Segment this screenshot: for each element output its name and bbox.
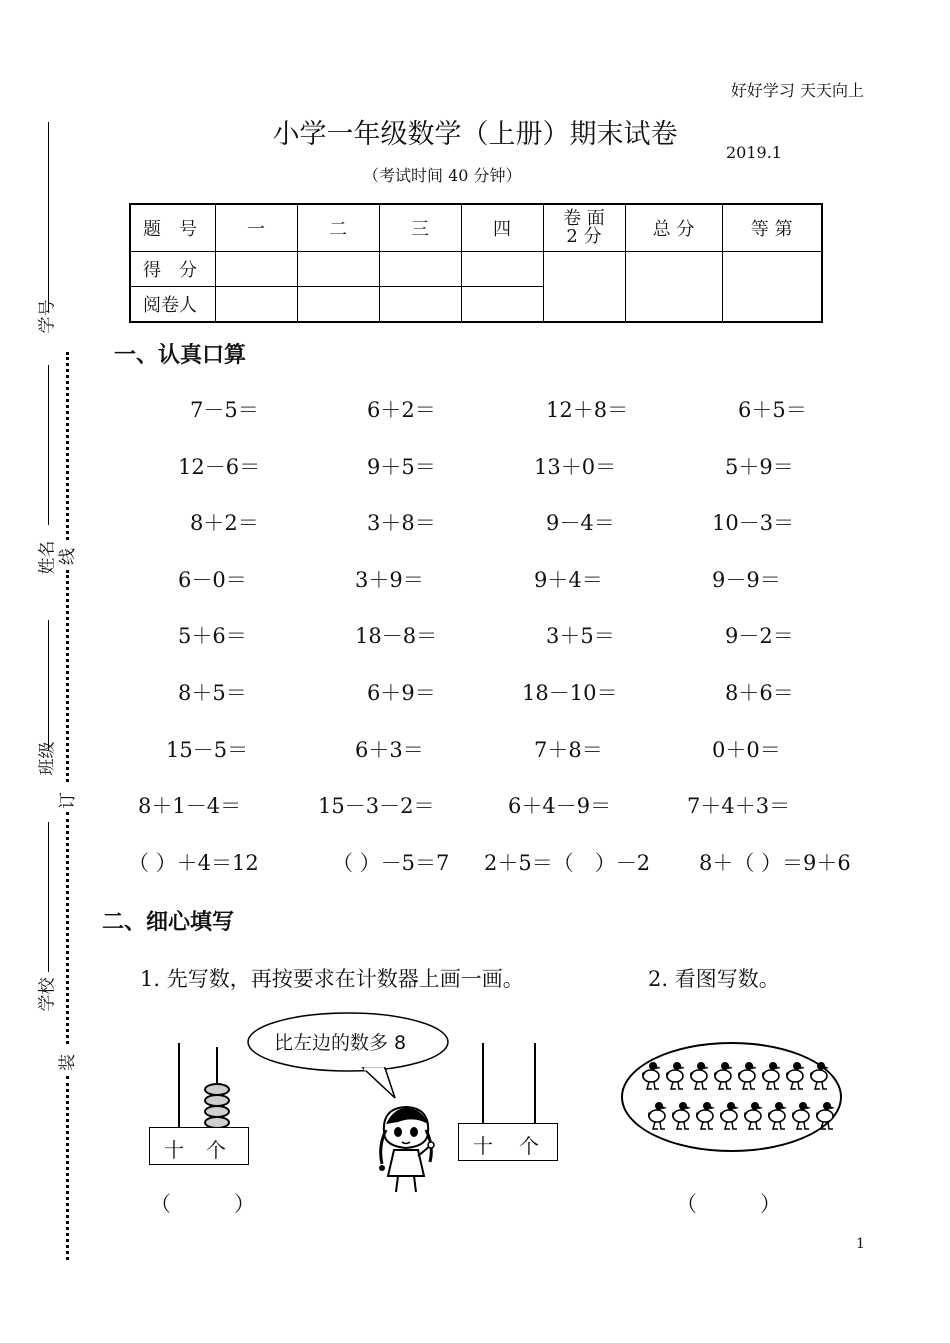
score-header-cell: 三: [379, 204, 461, 252]
duck-icon: [769, 1102, 787, 1129]
section-heading-fill-in: 二、细心填写: [102, 909, 235, 935]
field-label-name: 姓名: [37, 540, 58, 575]
math-problem: 9－4＝: [546, 511, 615, 536]
score-cell[interactable]: [379, 287, 461, 323]
score-row-label: 阅卷人: [130, 287, 215, 323]
score-header-cell: 二: [297, 204, 379, 252]
score-cell[interactable]: [625, 252, 722, 323]
math-problem: 7＋8＝: [534, 737, 603, 762]
question-1-text: 1. 先写数，再按要求在计数器上画一画。: [140, 967, 524, 991]
section-heading-mental-math: 一、认真口算: [114, 342, 247, 368]
ducks-picture: [623, 1044, 840, 1150]
duck-icon: [745, 1102, 763, 1129]
score-header-cell: 总 分: [625, 204, 722, 252]
header-motto: 好好学习 天天向上: [730, 81, 864, 100]
math-problem: 6＋3＝: [355, 737, 424, 762]
math-problem: （ ）－5＝7: [332, 850, 450, 875]
page-title: 小学一年级数学（上册）期末试卷: [272, 119, 678, 150]
math-problem: 6＋9＝: [367, 681, 436, 705]
math-problem: 6＋2＝: [367, 398, 436, 422]
math-problem: 5＋9＝: [725, 454, 794, 479]
duck-icon: [667, 1062, 685, 1089]
math-problem: 8＋6＝: [725, 681, 794, 705]
class-line: [48, 620, 49, 750]
math-problem: 3＋9＝: [355, 567, 424, 592]
duck-icon: [763, 1062, 781, 1089]
exam-date: 2019.1: [726, 143, 782, 162]
score-table-row: [130, 252, 822, 287]
math-problem: 6＋5＝: [738, 398, 807, 422]
duck-icon: [691, 1062, 709, 1089]
student-id-line: [48, 122, 49, 312]
math-problem: 12＋8＝: [546, 398, 629, 422]
math-problem: 2＋5＝（ ）－2: [484, 850, 651, 875]
math-problem: 8＋2＝: [190, 511, 259, 536]
score-header-cell: 题 号: [130, 204, 215, 252]
math-problem: 3＋8＝: [367, 511, 436, 536]
duck-oval: [621, 1042, 842, 1152]
speech-bubble-text: 比左边的数多 8: [274, 1032, 407, 1054]
score-cell[interactable]: [297, 252, 379, 287]
answer-blank-counter-1[interactable]: （ ）: [150, 1192, 255, 1216]
math-problem: 7＋4＋3＝: [687, 794, 791, 819]
score-cell[interactable]: [215, 287, 297, 323]
math-problem: 6＋4－9＝: [508, 794, 612, 819]
dotted-cut-line: [66, 812, 69, 1044]
math-problem: 10－3＝: [712, 511, 795, 536]
score-header-cell: 卷 面 2 分: [543, 204, 625, 252]
counter-label-ones: 个: [206, 1138, 226, 1162]
dotted-cut-line: [66, 1076, 69, 1260]
score-cell[interactable]: [379, 252, 461, 287]
math-problem: 8＋5＝: [178, 681, 247, 705]
school-line: [48, 822, 49, 972]
math-problem: 9－2＝: [725, 624, 794, 649]
score-table: [129, 203, 823, 323]
counter-rod-tens: [178, 1043, 180, 1129]
score-header-cell: 等 第: [722, 204, 822, 252]
duck-icon: [715, 1062, 733, 1089]
math-problem: 15－3－2＝: [318, 794, 435, 819]
math-problem: 9＋4＝: [534, 567, 603, 592]
math-problem: 9－9＝: [712, 567, 781, 592]
counter-base: [149, 1127, 249, 1165]
math-problem: 12－6＝: [178, 454, 261, 479]
duck-icon: [787, 1062, 805, 1089]
math-problem: 6－0＝: [178, 567, 247, 592]
counter-label-tens: 十: [164, 1138, 184, 1162]
counter-rod-tens: [482, 1043, 484, 1125]
math-problem: 8＋（ ）＝9＋6: [699, 850, 851, 875]
duck-icon: [721, 1102, 739, 1129]
score-cell[interactable]: [461, 252, 543, 287]
score-cell[interactable]: [722, 252, 822, 323]
speech-bubble: [245, 1010, 460, 1100]
score-cell[interactable]: [461, 287, 543, 323]
counter-base: [458, 1123, 558, 1161]
math-problem: 13＋0＝: [534, 454, 617, 479]
score-table-header-row: [130, 204, 822, 252]
dotted-cut-line: [66, 352, 69, 540]
field-label-class: 班级: [37, 741, 58, 776]
score-header-cell: 四: [461, 204, 543, 252]
duck-icon: [649, 1102, 667, 1129]
cut-mark-zhuang: 装: [58, 1054, 78, 1071]
page-number: 1: [856, 1236, 865, 1252]
field-label-school: 学校: [37, 977, 58, 1012]
counter-label-ones: 个: [519, 1134, 539, 1158]
exam-duration: （考试时间 40 分钟）: [363, 166, 522, 185]
duck-icon: [817, 1102, 835, 1129]
duck-icon: [739, 1062, 757, 1089]
girl-illustration: [374, 1102, 438, 1194]
cut-mark-xian: 线: [58, 548, 78, 565]
math-problem: 9＋5＝: [367, 454, 436, 479]
duck-icon: [793, 1102, 811, 1129]
dotted-cut-line: [66, 570, 69, 782]
math-problem: 8＋1－4＝: [138, 794, 242, 819]
duck-icon: [643, 1062, 661, 1089]
question-2-text: 2. 看图写数。: [648, 967, 780, 991]
score-cell[interactable]: [297, 287, 379, 323]
duck-icon: [811, 1062, 829, 1089]
math-problem: 15－5＝: [166, 737, 249, 762]
math-problem: （ ）＋4＝12: [128, 850, 259, 875]
score-header-cell: 一: [215, 204, 297, 252]
score-cell[interactable]: [543, 252, 625, 323]
math-problem: 7－5＝: [190, 398, 259, 422]
math-problem: 3＋5＝: [546, 624, 615, 649]
score-cell[interactable]: [215, 252, 297, 287]
counter-rod-ones: [534, 1043, 536, 1125]
duck-icon: [673, 1102, 691, 1129]
field-label-student-id: 学号: [37, 299, 58, 334]
duck-icon: [697, 1102, 715, 1129]
math-problem: 18－8＝: [355, 624, 438, 649]
math-problem: 0＋0＝: [712, 737, 781, 762]
answer-blank-ducks[interactable]: （ ）: [676, 1192, 781, 1216]
name-line: [48, 365, 49, 525]
math-problem: 5＋6＝: [178, 624, 247, 649]
counter-label-tens: 十: [473, 1134, 493, 1158]
cut-mark-ding: 订: [58, 792, 78, 809]
score-row-label: 得 分: [130, 252, 215, 287]
math-problem: 18－10＝: [522, 681, 618, 705]
